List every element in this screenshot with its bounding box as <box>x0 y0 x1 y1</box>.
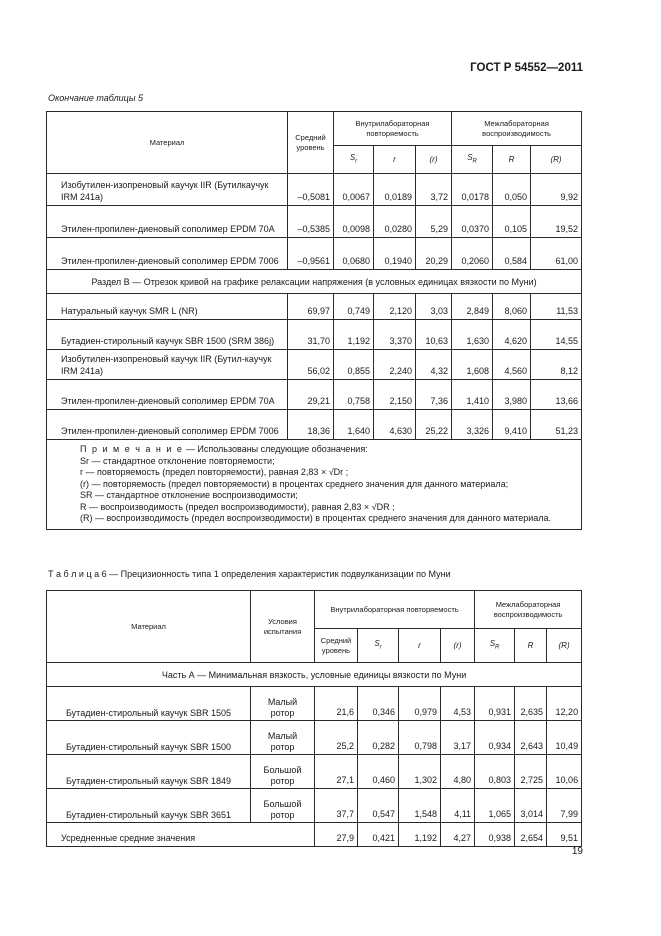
sR-cell: 2,849 <box>452 294 493 320</box>
R-cell: 0,105 <box>493 206 531 238</box>
material-cell: Этилен-пропилен-диеновый сополимер EPDM 7006 <box>47 238 288 270</box>
mean-cell: –0,9561 <box>288 238 334 270</box>
note-line-r-pct: (r) — повторяемость (предел повторяемости) в процентах среднего значения для данного материала; <box>80 478 509 489</box>
table5-caption: Окончание таблицы 5 <box>48 93 143 103</box>
note-line-r: r — повторяемость (предел повторяемости), равная 2,83 × √Dr ; <box>80 467 349 477</box>
R-cell: 3,014 <box>515 789 547 823</box>
r-pct-cell: 5,29 <box>416 206 452 238</box>
r-pct-cell: 7,36 <box>416 380 452 410</box>
table-row <box>47 789 582 823</box>
note-title: П р и м е ч а н и е <box>80 444 184 454</box>
conditions-line2: ротор <box>270 810 295 820</box>
R-cell: 4,620 <box>493 320 531 350</box>
header-sr: $S_r$ <box>334 146 374 174</box>
R-cell: 8,060 <box>493 294 531 320</box>
R-pct-cell: 11,53 <box>531 294 582 320</box>
mean-cell: –0,5385 <box>288 206 334 238</box>
material-cell: Бутадиен-стирольный каучук SBR 1500 (SRM 386j) <box>47 320 288 350</box>
mean-cell: 37,7 <box>315 789 358 823</box>
R-pct-cell: 51,23 <box>531 410 582 440</box>
sR-cell: 0,0370 <box>452 206 493 238</box>
t6-average-R-pct: 9,51 <box>547 823 582 847</box>
mean-cell: –0,5081 <box>288 174 334 206</box>
t6-header-between-lab: Межлабораторная воспроизводимость <box>475 591 582 629</box>
R-cell: 0,050 <box>493 174 531 206</box>
t6-header-mean: Средний уровень <box>315 629 358 663</box>
sr-cell: 0,346 <box>358 687 399 721</box>
mean-cell: 27,1 <box>315 755 358 789</box>
sR-cell: 1,410 <box>452 380 493 410</box>
table6-caption: Т а б л и ц а 6 — Прецизионность типа 1 определения характеристик подвулканизации по Муни <box>48 569 451 579</box>
material-cell: Этилен-пропилен-диеновый сополимер EPDM 70A <box>47 206 288 238</box>
conditions-cell <box>251 755 315 789</box>
sR-cell: 0,2060 <box>452 238 493 270</box>
r-pct-cell: 4,80 <box>441 755 475 789</box>
sr-cell: 0,547 <box>358 789 399 823</box>
conditions-line2: ротор <box>270 776 295 786</box>
sr-cell: 0,0067 <box>334 174 374 206</box>
conditions-cell <box>251 789 315 823</box>
header-sR: $S_R$ <box>452 146 493 174</box>
note-line-R: R — воспроизводимость (предел воспроизводимости), равная 2,83 × √DR ; <box>80 501 395 512</box>
r-cell: 1,548 <box>399 789 441 823</box>
r-pct-cell: 3,03 <box>416 294 452 320</box>
R-pct-cell: 10,49 <box>547 721 582 755</box>
table-row <box>47 174 582 206</box>
mean-cell: 21,6 <box>315 687 358 721</box>
R-pct-cell: 61,00 <box>531 238 582 270</box>
mean-cell: 56,02 <box>288 350 334 380</box>
sr-cell: 1,640 <box>334 410 374 440</box>
material-cell: Бутадиен-стирольный каучук SBR 3651 <box>47 789 251 823</box>
R-pct-cell: 12,20 <box>547 687 582 721</box>
t6-header-r: r <box>399 629 441 663</box>
table6 <box>46 590 582 847</box>
t6-average-r: 1,192 <box>399 823 441 847</box>
mean-cell: 25,2 <box>315 721 358 755</box>
r-cell: 0,798 <box>399 721 441 755</box>
conditions-line2: ротор <box>270 708 295 718</box>
t6-average-sr: 0,421 <box>358 823 399 847</box>
table5 <box>46 111 582 530</box>
r-cell: 4,630 <box>374 410 416 440</box>
R-cell: 2,635 <box>515 687 547 721</box>
r-pct-cell: 4,32 <box>416 350 452 380</box>
R-cell: 9,410 <box>493 410 531 440</box>
sR-cell: 0,934 <box>475 721 515 755</box>
sR-cell: 0,931 <box>475 687 515 721</box>
table-row <box>47 350 582 380</box>
section-a-heading: Часть А — Минимальная вязкость, условные единицы вязкости по Муни <box>47 663 582 687</box>
sr-cell: 0,0098 <box>334 206 374 238</box>
conditions-line1: Малый <box>267 697 298 707</box>
sr-cell: 0,855 <box>334 350 374 380</box>
sr-cell: 0,758 <box>334 380 374 410</box>
sr-cell: 0,460 <box>358 755 399 789</box>
sr-cell: 0,0680 <box>334 238 374 270</box>
header-R-pct: (R) <box>531 146 582 174</box>
note-line-R-pct: (R) — воспроизводимость (предел воспроизводимости) в процентах среднего значения для данного материала. <box>80 513 552 523</box>
t6-header-R-pct: (R) <box>547 629 582 663</box>
note-intro: — Использованы следующие обозначения: <box>183 444 368 454</box>
sR-cell: 0,0178 <box>452 174 493 206</box>
header-within-lab: Внутрилабораторная повторяемость <box>334 112 452 146</box>
sr-cell: 0,282 <box>358 721 399 755</box>
R-pct-cell: 10,06 <box>547 755 582 789</box>
t6-header-R: R <box>515 629 547 663</box>
page-number: 19 <box>571 846 583 857</box>
header-between-lab: Межлабораторная воспроизводимость <box>452 112 582 146</box>
t6-header-within-lab: Внутрилабораторная повторяемость <box>315 591 475 629</box>
table-row <box>47 687 582 721</box>
table-row <box>47 238 582 270</box>
r-pct-cell: 25,22 <box>416 410 452 440</box>
r-cell: 0,0280 <box>374 206 416 238</box>
sR-cell: 1,065 <box>475 789 515 823</box>
table-row <box>47 320 582 350</box>
t6-header-material: Материал <box>47 591 251 663</box>
material-cell: Изобутилен-изопреновый каучук IIR (Бутил-каучук IRM 241a) <box>47 350 288 380</box>
R-cell: 0,584 <box>493 238 531 270</box>
material-cell: Бутадиен-стирольный каучук SBR 1505 <box>47 687 251 721</box>
R-pct-cell: 14,55 <box>531 320 582 350</box>
material-cell: Натуральный каучук SMR L (NR) <box>47 294 288 320</box>
section-b-heading: Раздел B — Отрезок кривой на графике релаксации напряжения (в условных единицах вязкости по Муни) <box>47 270 582 294</box>
table-row <box>47 206 582 238</box>
r-pct-cell: 3,72 <box>416 174 452 206</box>
conditions-line2: ротор <box>270 742 295 752</box>
R-pct-cell: 8,12 <box>531 350 582 380</box>
note-line-sR: SR — стандартное отклонение воспроизводимости; <box>80 490 298 500</box>
r-pct-cell: 4,11 <box>441 789 475 823</box>
note-line-sr: Sr — стандартное отклонение повторяемости; <box>80 455 275 466</box>
sR-cell: 1,630 <box>452 320 493 350</box>
r-cell: 0,1940 <box>374 238 416 270</box>
t6-average-R: 2,654 <box>515 823 547 847</box>
R-cell: 3,980 <box>493 380 531 410</box>
header-r: r <box>374 146 416 174</box>
mean-cell: 69,97 <box>288 294 334 320</box>
conditions-cell <box>251 687 315 721</box>
header-R: R <box>493 146 531 174</box>
mean-cell: 29,21 <box>288 380 334 410</box>
r-cell: 0,0189 <box>374 174 416 206</box>
r-pct-cell: 20,29 <box>416 238 452 270</box>
R-pct-cell: 19,52 <box>531 206 582 238</box>
material-cell: Этилен-пропилен-диеновый сополимер EPDM 70A <box>47 380 288 410</box>
conditions-line1: Большой <box>263 799 302 809</box>
R-pct-cell: 13,66 <box>531 380 582 410</box>
table-row <box>47 380 582 410</box>
material-cell: Этилен-пропилен-диеновый сополимер EPDM 7006 <box>47 410 288 440</box>
R-pct-cell: 7,99 <box>547 789 582 823</box>
t6-average-row <box>47 823 582 847</box>
sR-cell: 0,803 <box>475 755 515 789</box>
material-cell: Изобутилен-изопреновый каучук IIR (Бутилкаучук IRM 241a) <box>47 174 288 206</box>
t6-header-conditions: Условия испытания <box>251 591 315 663</box>
material-cell: Бутадиен-стирольный каучук SBR 1849 <box>47 755 251 789</box>
header-mean-level: Средний уровень <box>288 112 334 174</box>
r-cell: 1,302 <box>399 755 441 789</box>
t6-average-r-pct: 4,27 <box>441 823 475 847</box>
conditions-cell <box>251 721 315 755</box>
R-cell: 2,725 <box>515 755 547 789</box>
table5-note <box>47 440 582 530</box>
conditions-line1: Большой <box>263 765 302 775</box>
mean-cell: 31,70 <box>288 320 334 350</box>
t6-average-sR: 0,938 <box>475 823 515 847</box>
table-row <box>47 294 582 320</box>
r-cell: 2,120 <box>374 294 416 320</box>
t6-header-sR: $S_R$ <box>475 629 515 663</box>
r-cell: 3,370 <box>374 320 416 350</box>
r-pct-cell: 3,17 <box>441 721 475 755</box>
r-cell: 0,979 <box>399 687 441 721</box>
sr-cell: 1,192 <box>334 320 374 350</box>
mean-cell: 18,36 <box>288 410 334 440</box>
R-pct-cell: 9,92 <box>531 174 582 206</box>
t6-average-label: Усредненные средние значения <box>47 823 315 847</box>
t6-header-r-pct: (r) <box>441 629 475 663</box>
r-cell: 2,240 <box>374 350 416 380</box>
conditions-line1: Малый <box>267 731 298 741</box>
r-pct-cell: 10,63 <box>416 320 452 350</box>
header-material: Материал <box>47 112 288 174</box>
table-row <box>47 755 582 789</box>
header-r-pct: (r) <box>416 146 452 174</box>
sR-cell: 3,326 <box>452 410 493 440</box>
table-row <box>47 721 582 755</box>
sR-cell: 1,608 <box>452 350 493 380</box>
table-row <box>47 410 582 440</box>
R-cell: 4,560 <box>493 350 531 380</box>
t6-header-sr: $S_r$ <box>358 629 399 663</box>
r-cell: 2,150 <box>374 380 416 410</box>
t6-average-mean: 27,9 <box>315 823 358 847</box>
R-cell: 2,643 <box>515 721 547 755</box>
document-standard-number: ГОСТ Р 54552—2011 <box>470 62 583 74</box>
material-cell: Бутадиен-стирольный каучук SBR 1500 <box>47 721 251 755</box>
r-pct-cell: 4,53 <box>441 687 475 721</box>
sr-cell: 0,749 <box>334 294 374 320</box>
